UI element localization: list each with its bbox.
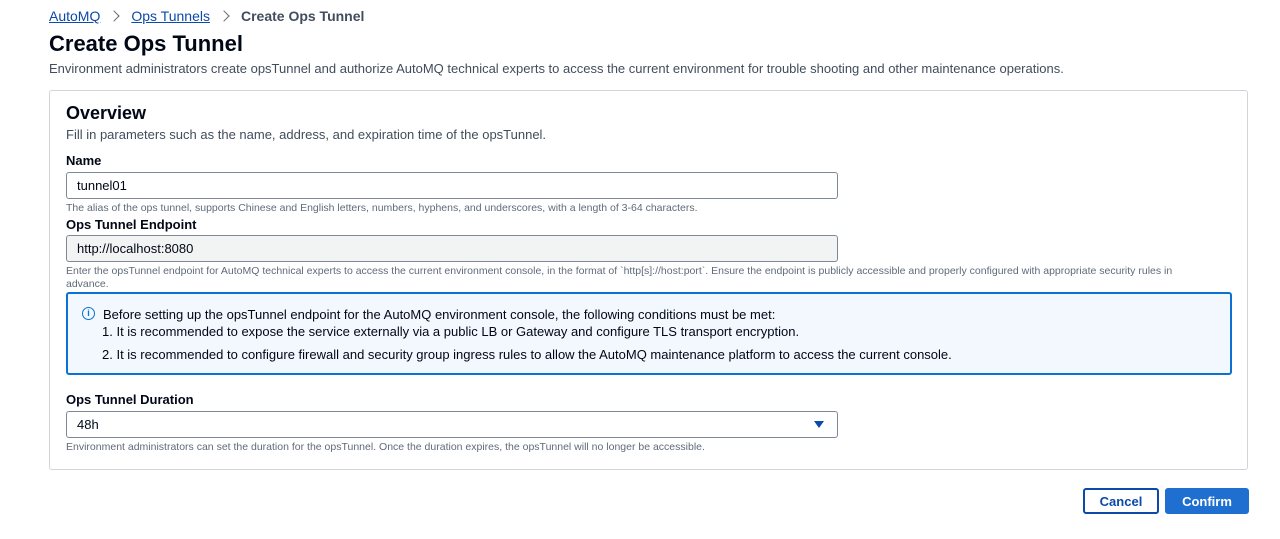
breadcrumb bbox=[49, 7, 364, 25]
breadcrumb-link-ops-tunnels[interactable]: Ops Tunnels bbox=[131, 8, 210, 24]
name-input[interactable] bbox=[66, 172, 838, 199]
breadcrumb-current: Create Ops Tunnel bbox=[240, 8, 365, 24]
confirm-button[interactable]: Confirm bbox=[1165, 488, 1249, 514]
chevron-right-icon bbox=[218, 10, 229, 21]
breadcrumb-link-automq[interactable]: AutoMQ bbox=[49, 8, 101, 24]
page-title: Create Ops Tunnel bbox=[49, 31, 243, 56]
endpoint-hint: Enter the opsTunnel endpoint for AutoMQ technical experts to access the current environment console, in the format of `http[s]://host:port`. Ensure the endpoint is publicly accessible and properly configured with appropriate security rules in advance. bbox=[66, 265, 1173, 290]
duration-select[interactable] bbox=[66, 411, 838, 438]
alert-title: Before setting up the opsTunnel endpoint for the AutoMQ environment console, the following conditions must be met: bbox=[103, 307, 776, 322]
endpoint-label: Ops Tunnel Endpoint bbox=[66, 217, 197, 232]
chevron-right-icon bbox=[109, 10, 120, 21]
caret-down-icon bbox=[814, 421, 824, 428]
endpoint-input[interactable] bbox=[66, 235, 838, 262]
info-icon: i bbox=[82, 307, 95, 320]
endpoint-requirements-alert bbox=[66, 292, 1232, 375]
cancel-button[interactable]: Cancel bbox=[1083, 488, 1159, 514]
duration-hint: Environment administrators can set the duration for the opsTunnel. Once the duration expires, the opsTunnel will no longer be accessible. bbox=[66, 441, 705, 453]
overview-description: Fill in parameters such as the name, address, and expiration time of the opsTunnel. bbox=[66, 127, 547, 142]
overview-title: Overview bbox=[66, 103, 147, 123]
page-description: Environment administrators create opsTunnel and authorize AutoMQ technical experts to access the current environment for trouble shooting and other maintenance operations. bbox=[49, 61, 1064, 76]
duration-selected-value: 48h bbox=[77, 417, 99, 432]
name-hint: The alias of the ops tunnel, supports Chinese and English letters, numbers, hyphens, and underscores, with a length of 3-64 characters. bbox=[66, 202, 698, 214]
name-label: Name bbox=[66, 153, 102, 168]
duration-label: Ops Tunnel Duration bbox=[66, 392, 194, 407]
overview-panel bbox=[49, 90, 1248, 470]
alert-item: 1. It is recommended to expose the service externally via a public LB or Gateway and configure TLS transport encryption. bbox=[102, 324, 800, 339]
alert-item: 2. It is recommended to configure firewall and security group ingress rules to allow the AutoMQ maintenance platform to access the current console. bbox=[102, 347, 952, 362]
